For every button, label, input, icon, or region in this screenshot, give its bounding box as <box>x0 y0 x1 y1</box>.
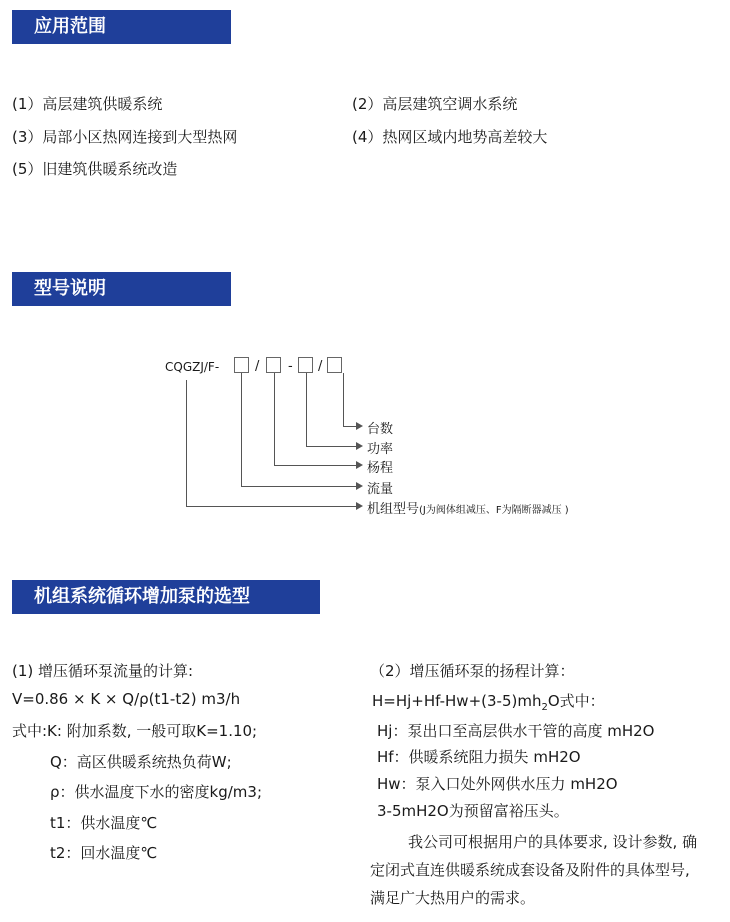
section-title-model: 型号说明 <box>12 272 231 306</box>
application-item-3: (3）局部小区热网连接到大型热网 <box>12 128 238 146</box>
arrow-flow <box>356 482 363 490</box>
head-calc-formula-b: O式中： <box>547 692 605 710</box>
arrow-count <box>356 422 363 430</box>
flow-calc-line-rho: ρ：供水温度下水的密度kg/m3; <box>50 783 262 801</box>
connector-flow-h <box>241 486 359 487</box>
connector-flow-v <box>241 373 242 486</box>
head-calc-formula-sub: 2 <box>541 702 548 713</box>
flow-calc-line-q: Q：高区供暖系统热负荷W; <box>50 753 232 771</box>
label-flow: 流量 <box>367 482 394 497</box>
closing-para-line-3: 满足广大热用户的需求。 <box>370 889 536 907</box>
connector-head-h <box>274 465 359 466</box>
arrow-power <box>356 442 363 450</box>
model-box-count <box>327 357 342 373</box>
label-head: 杨程 <box>367 461 394 476</box>
label-unit-model-text: 机组型号 <box>367 502 420 517</box>
label-power: 功率 <box>367 442 394 457</box>
flow-calc-formula: V=0.86 × K × Q/ρ(t1-t2) m3/h <box>12 690 241 708</box>
model-box-power <box>298 357 313 373</box>
head-calc-formula-a: H=Hj+Hf-Hw+(3-5)mh <box>372 692 542 710</box>
model-box-head <box>266 357 281 373</box>
arrow-unit <box>356 502 363 510</box>
connector-count-v <box>343 373 344 426</box>
label-unit-model <box>367 498 569 517</box>
connector-unit-v <box>186 380 187 506</box>
head-calc-line-hf: Hf：供暖系统阻力损失 mH2O <box>377 748 581 766</box>
model-box-flow <box>234 357 249 373</box>
application-item-5: (5）旧建筑供暖系统改造 <box>12 160 178 178</box>
head-calc-heading: （2）增压循环泵的扬程计算： <box>370 662 575 680</box>
connector-power-v <box>306 373 307 446</box>
head-calc-line-hw: Hw：泵入口处外网供水压力 mH2O <box>377 775 618 793</box>
flow-calc-line-t2: t2：回水温度℃ <box>50 844 158 862</box>
model-sep-3: / <box>318 359 323 374</box>
flow-calc-line-t1: t1：供水温度℃ <box>50 814 158 832</box>
head-calc-line-hj: Hj：泵出口至高层供水干管的高度 mH2O <box>377 722 655 740</box>
application-item-1: (1）高层建筑供暖系统 <box>12 95 163 113</box>
connector-power-h <box>306 446 359 447</box>
closing-para-line-2: 定闭式直连供暖系统成套设备及附件的具体型号, <box>370 861 690 879</box>
section-title-pump-selection: 机组系统循环增加泵的选型 <box>12 580 320 614</box>
section-title-application: 应用范围 <box>12 10 231 44</box>
model-sep-2: - <box>288 359 293 374</box>
flow-calc-heading: (1) 增压循环泵流量的计算: <box>12 662 194 680</box>
closing-para-line-1: 我公司可根据用户的具体要求, 设计参数, 确 <box>408 833 698 851</box>
model-prefix: CQGZJ/F- <box>165 360 220 374</box>
model-sep-1: / <box>255 359 260 374</box>
connector-unit-h <box>186 506 359 507</box>
connector-head-v <box>274 373 275 465</box>
application-item-4: (4）热网区域内地势高差较大 <box>352 128 548 146</box>
label-unit-model-note: (J为阀体组减压、F为隔断器减压 ) <box>419 505 569 516</box>
head-calc-formula <box>372 690 605 713</box>
label-count: 台数 <box>367 422 394 437</box>
application-item-2: (2）高层建筑空调水系统 <box>352 95 518 113</box>
flow-calc-line-k: 式中:K: 附加系数, 一般可取K=1.10; <box>12 722 258 740</box>
head-calc-line-reserve: 3-5mH2O为预留富裕压头。 <box>377 802 569 820</box>
arrow-head <box>356 461 363 469</box>
